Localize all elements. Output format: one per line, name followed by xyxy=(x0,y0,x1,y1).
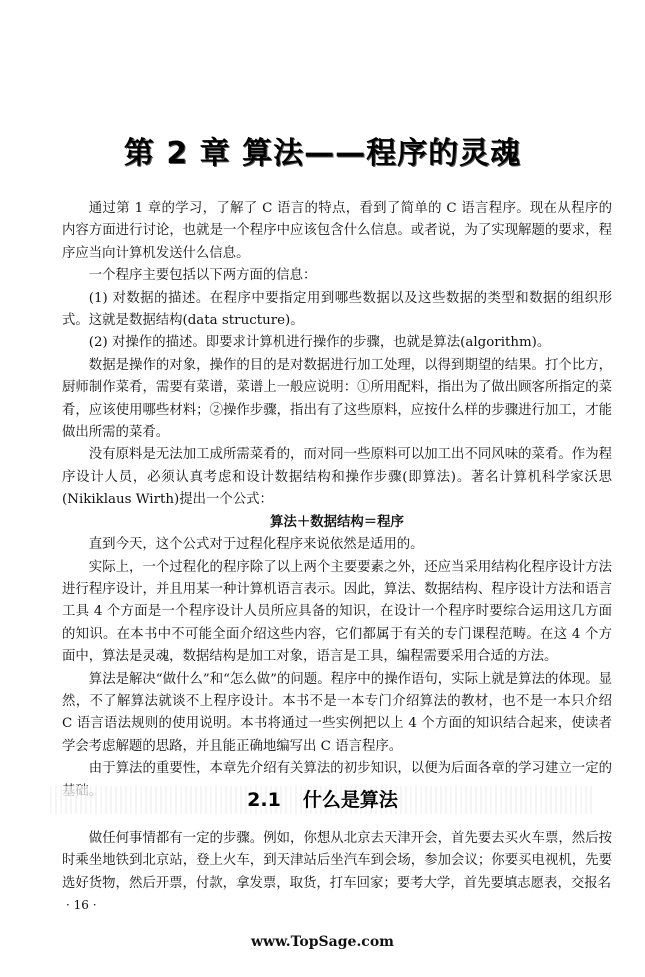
chapter-intro xyxy=(62,198,612,803)
paragraph: 由于算法的重要性，本章先介绍有关算法的初步知识，以便为后面各章的学习建立一定的 xyxy=(88,761,612,777)
paragraph: (2) 对操作的描述。即要求计算机进行操作的步骤，也就是算法(algorithm)。 xyxy=(88,335,551,351)
paragraph: 通过第 1 章的学习，了解了 C 语言的特点，看到了简单的 C 语言程序。现在从程序的内容方面进行讨论，也就是一个程序中应该包含什么信息。或者说，为了实现解题的要求，程序应当向计算机发送什么信息。 xyxy=(62,201,612,261)
footer-url: www.TopSage.com xyxy=(251,934,394,950)
section-heading xyxy=(0,785,645,812)
paragraph: (1) 对数据的描述。在程序中要指定用到哪些数据以及这些数据的类型和数据的组织形式。这就是数据结构(data structure)。 xyxy=(62,290,612,329)
paragraph: 实际上，一个过程化的程序除了以上两个主要要素之外，还应当采用结构化程序设计方法进行程序设计，并且用某一种计算机语言表示。因此，算法、数据结构、程序设计方法和语言工具 4 个方面是一个程序设计人员所应具备的知识，在设计一个程序时要综合运用这几方面的知识。在本书中不可能全面介绍这些内容，它们都属于有关的专门课程范畴。在这 4 个方面中，算法是灵魂，数据结构是加工对象，语言是工具，编程需要采用合适的方法。 xyxy=(62,559,612,665)
paragraph: 做任何事情都有一定的步骤。例如，你想从北京去天津开会，首先要去买火车票，然后按时乘坐地铁到北京站，登上火车，到天津站后坐汽车到会场，参加会议；你要买电视机，先要选好货物，然后开票，付款，拿发票，取货，打车回家；要考大学，首先要填志愿表，交报名 xyxy=(62,831,612,891)
chapter-title: 第 2 章 算法——程序的灵魂 xyxy=(123,136,522,171)
section-title: 什么是算法 xyxy=(302,789,398,811)
paragraph: 没有原料是无法加工成所需菜肴的，而对同一些原料可以加工出不同风味的菜肴。作为程序设计人员，必须认真考虑和设计数据结构和操作步骤(即算法)。著名计算机科学家沃思(Nikiklaus Wirth)提出一个公式： xyxy=(62,447,612,508)
formula: 算法＋数据结构＝程序 xyxy=(270,514,404,530)
paragraph: 一个程序主要包括以下两方面的信息： xyxy=(88,268,317,284)
paragraph: 直到今天，这个公式对于过程化程序来说依然是适用的。 xyxy=(88,537,424,553)
section-body xyxy=(62,828,612,895)
paragraph: 算法是解决“做什么”和“怎么做”的问题。程序中的操作语句，实际上就是算法的体现。显然，不了解算法就谈不上程序设计。本书不是一本专门介绍算法的教材，也不是一本只介绍 C 语言语法规则的使用说明。本书将通过一些实例把以上 4 个方面的知识结合起来，使读者学会考虑解题的思路，并且能正确地编写出 C 语言程序。 xyxy=(62,671,612,754)
section-number: 2.1 xyxy=(247,789,281,811)
page-number: · 16 · xyxy=(66,898,97,912)
paragraph: 数据是操作的对象，操作的目的是对数据进行加工处理，以得到期望的结果。打个比方，厨师制作菜肴，需要有菜谱，菜谱上一般应说明：①所用配料，指出为了做出顾客所指定的菜肴，应该使用哪些材料；②操作步骤，指出有了这些原料，应按什么样的步骤进行加工，才能做出所需的菜肴。 xyxy=(62,357,612,441)
